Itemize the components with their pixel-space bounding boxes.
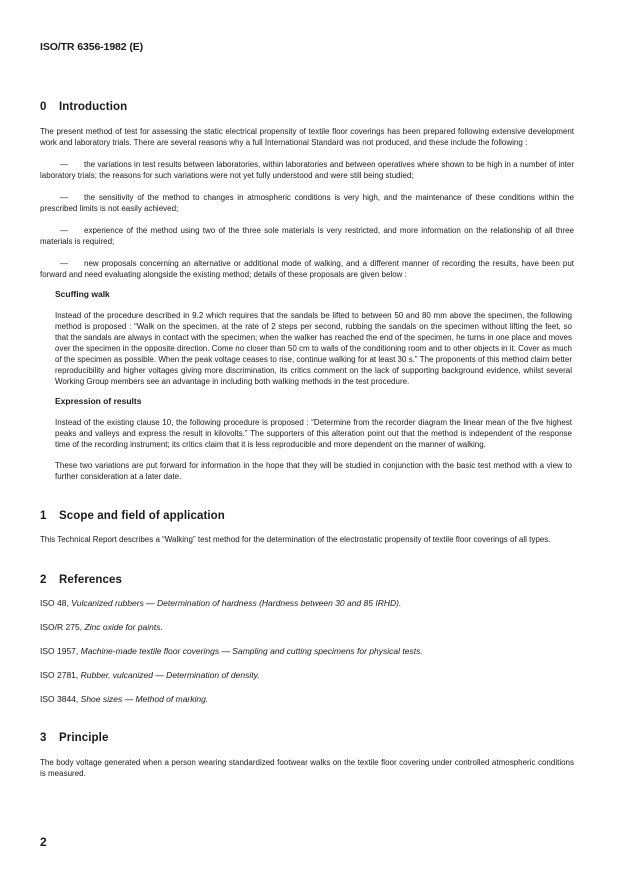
list-item: — new proposals concerning an alternative or additional mode of walking, and a different manner of recording the results, have been put forward and need evaluating alongside the existing method; details of these proposals are given below : xyxy=(40,259,574,279)
dash-marker: — xyxy=(60,259,68,268)
scuffing-walk-text: Instead of the procedure described in 9.2 which requires that the sandals be lifted to between 50 and 80 mm above the specimen, the following method is proposed : “Walk on the specimen, at the rate of 2 steps per second, rubbing the sandals on the specimen without lifting the feet, so that the sandals are always in contact with the specimen; when the walker has reached the end of the specimen, he turns in one place and moves over the specimen in the opposite direction. Come no closer than 50 cm to walls of the conditioning room and to other objects in it. Cover as much of the specimen as possible. When the peak voltage ceases to rise, continue walking for at least 30 s.” The proponents of this method claim better reproducibility and higher voltages giving more discrimination, its critics comment on the lack of supporting background evidence, whilst several Working Group members see an advantage in including both walking methods in the test procedure. xyxy=(55,311,572,386)
expression-text: Instead of the existing clause 10, the following procedure is proposed : “Determine from the recorder diagram the linear mean of the five highest peaks and valleys and express the result in kilovolts.” The supporters of this alteration point out that the method is independent of the response time of the recording instrument; its critics claim that it is less reproducible and more dependent on the manner of walking. xyxy=(55,418,572,449)
expression-block xyxy=(55,396,572,450)
section-title: Principle xyxy=(59,732,109,744)
section-heading-introduction xyxy=(40,100,574,114)
section-heading-references xyxy=(40,573,574,587)
intro-paragraph: The present method of test for assessing the static electrical propensity of textile floor coverings has been prepared following extensive development work and laboratory trials. There are several reasons why a full International Standard was not produced, and these include the following : xyxy=(40,127,574,147)
dash-marker: — xyxy=(60,226,68,235)
section-title: Introduction xyxy=(59,101,128,113)
section-number: 3 xyxy=(40,732,47,744)
list-item: — experience of the method using two of the three sole materials is very restricted, and more information on the relationship of all three materials is required; xyxy=(40,226,574,246)
subheading-expression-of-results: Expression of results xyxy=(55,396,142,406)
dash-marker: — xyxy=(60,160,68,169)
list-item: — the variations in test results between laboratories, within laboratories and between operatives where shown to be high in a number of inter laboratory trials; the reasons for such variations were not yet fully understood and were still being studied; xyxy=(40,160,574,180)
section-number: 0 xyxy=(40,101,47,113)
reference-item: ISO 2781, Rubber, vulcanized — Determination of density. xyxy=(40,670,260,680)
closing-paragraph: These two variations are put forward for information in the hope that they will be studied in conjunction with the basic test method with a view to further consideration at a later date. xyxy=(55,461,572,481)
document-identifier: ISO/TR 6356-1982 (E) xyxy=(40,41,144,53)
reference-item: ISO/R 275, Zinc oxide for paints. xyxy=(40,622,163,632)
scuffing-walk-block xyxy=(55,289,572,387)
scope-text: This Technical Report describes a “Walking” test method for the determination of the electrostatic propensity of textile floor coverings of all types. xyxy=(40,535,551,544)
document-body xyxy=(40,100,574,779)
reference-item: ISO 48, Vulcanized rubbers — Determination of hardness (Hardness between 30 and 85 IRHD). xyxy=(40,598,402,608)
section-heading-principle xyxy=(40,731,574,745)
section-title: Scope and field of application xyxy=(59,510,225,522)
section-heading-scope xyxy=(40,509,574,523)
reference-item: ISO 1957, Machine-made textile floor coverings — Sampling and cutting specimens for physical tests. xyxy=(40,646,423,656)
page-number: 2 xyxy=(40,835,47,849)
section-number: 2 xyxy=(40,574,47,586)
dash-marker: — xyxy=(60,193,68,202)
reference-item: ISO 3844, Shoe sizes — Method of marking. xyxy=(40,694,209,704)
subheading-scuffing-walk: Scuffing walk xyxy=(55,289,110,299)
reference-list xyxy=(40,598,574,705)
principle-text: The body voltage generated when a person wearing standardized footwear walks on the textile floor covering under controlled atmospheric conditions is measured. xyxy=(40,758,574,778)
section-number: 1 xyxy=(40,510,47,522)
list-item: — the sensitivity of the method to changes in atmospheric conditions is very high, and the maintenance of these conditions within the prescribed limits is not easily achieved; xyxy=(40,193,574,213)
section-title: References xyxy=(59,574,123,586)
